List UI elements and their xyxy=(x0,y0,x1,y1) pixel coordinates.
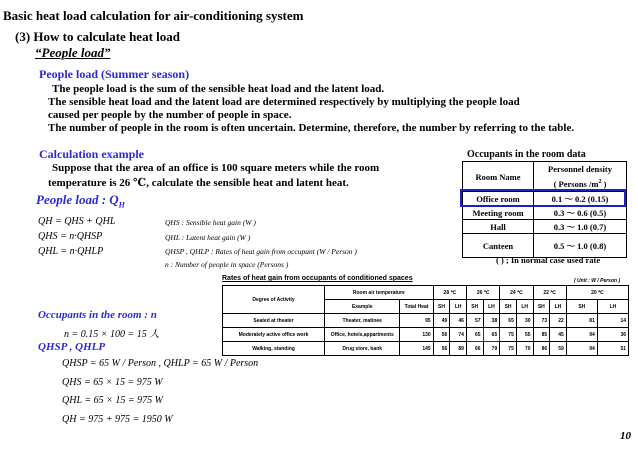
occupancy-row xyxy=(463,234,627,258)
heat-total: 145 xyxy=(400,342,433,356)
heat-value: 65 xyxy=(500,314,517,328)
occupants-label: Occupants in the room : n xyxy=(38,309,157,321)
definition-rates: QHSP , QHLP : Rates of heat gain from occupant (W / Person ) xyxy=(165,247,357,256)
heat-gain-table xyxy=(222,285,629,356)
rate-label: QHSP , QHLP xyxy=(38,341,106,353)
people-load-line-3: caused per people by the number of people in space. xyxy=(48,109,292,121)
heat-value: 70 xyxy=(516,342,533,356)
heat-value: 46 xyxy=(450,314,467,328)
occupancy-room: Office room xyxy=(463,192,534,206)
occupancy-density-unit xyxy=(534,179,626,189)
heat-value: 59 xyxy=(550,342,567,356)
heat-col-temp: 26 ℃ xyxy=(466,286,499,300)
occupancy-col-room: Room Name xyxy=(463,162,534,192)
heat-col-sh: SH xyxy=(566,300,597,314)
heat-value: 56 xyxy=(433,328,450,342)
heat-value: 74 xyxy=(450,328,467,342)
occupancy-header-row xyxy=(463,162,627,192)
heat-col-lh: LH xyxy=(483,300,500,314)
heat-activity: Walking, standing xyxy=(223,342,325,356)
heat-value: 65 xyxy=(483,328,500,342)
heat-value: 66 xyxy=(466,342,483,356)
heat-col-example: Example xyxy=(325,300,400,314)
heat-activity: Seated at theater xyxy=(223,314,325,328)
heat-value: 81 xyxy=(566,314,597,328)
equation-qhs-result: QHS = 65 × 15 = 975 W xyxy=(62,377,163,388)
occupancy-col-density xyxy=(534,162,627,192)
heat-col-lh: LH xyxy=(550,300,567,314)
occupancy-room: Canteen xyxy=(463,234,534,258)
heat-total: 95 xyxy=(400,314,433,328)
heat-value: 85 xyxy=(533,328,550,342)
office-room-highlight xyxy=(460,189,626,207)
heat-value: 22 xyxy=(550,314,567,328)
occupancy-density: 0.3 ～ 0.6 (0.5) xyxy=(534,206,627,220)
heat-col-temp: 28 ℃ xyxy=(433,286,466,300)
people-load-formula-text: People load : Q xyxy=(36,192,119,207)
occupancy-density-label: Personnel density xyxy=(548,164,612,174)
heat-value: 89 xyxy=(450,342,467,356)
heat-value: 38 xyxy=(483,314,500,328)
heat-value: 75 xyxy=(500,342,517,356)
equation-qh: QH = QHS + QHL xyxy=(38,216,116,227)
page-number: 10 xyxy=(620,430,631,442)
occupancy-room: Hall xyxy=(463,220,534,234)
equation-qh-result: QH = 975 + 975 = 1950 W xyxy=(62,414,173,425)
occupancy-density: 0.3 ～ 1.0 (0.7) xyxy=(534,220,627,234)
heat-activity: Moderately active office work xyxy=(223,328,325,342)
heat-value: 14 xyxy=(597,314,628,328)
heat-col-sh: SH xyxy=(500,300,517,314)
equation-n: n = 0.15 × 100 = 15 人 xyxy=(64,329,160,340)
occupancy-density: 0.5 ～ 1.0 (0.8) xyxy=(534,234,627,258)
page-title: Basic heat load calculation for air-conditioning system xyxy=(3,8,304,23)
heat-row xyxy=(223,314,629,328)
calc-line-2: temperature is 26 ℃, calculate the sensible heat and latent heat. xyxy=(48,177,349,189)
occupancy-unit-text: ( Persons /m xyxy=(553,179,599,189)
heat-row xyxy=(223,342,629,356)
people-load-formula-sub: H xyxy=(118,200,125,210)
people-load-formula-label xyxy=(36,192,125,210)
heat-example: Office, hotels,appartments xyxy=(325,328,400,342)
heat-value: 94 xyxy=(566,328,597,342)
heat-value: 75 xyxy=(500,328,517,342)
equation-qhs: QHS = n·QHSP xyxy=(38,231,103,242)
heat-col-temp: 20 ℃ xyxy=(566,286,628,300)
occupancy-row xyxy=(463,220,627,234)
heat-value: 57 xyxy=(466,314,483,328)
occupancy-row xyxy=(463,206,627,220)
heat-table-title: Rates of heat gain from occupants of conditioned spaces xyxy=(222,275,413,282)
occupancy-note: ( ) ; In normal case used rate xyxy=(496,255,601,265)
heat-col-total: Total Heat xyxy=(400,300,433,314)
occupancy-unit-sup: 2 xyxy=(598,179,602,186)
heat-value: 45 xyxy=(550,328,567,342)
heat-example: Theater, matinee xyxy=(325,314,400,328)
heat-value: 94 xyxy=(566,342,597,356)
people-load-line-1: The people load is the sum of the sensible heat load and the latent load. xyxy=(52,83,385,95)
heat-value: 86 xyxy=(533,342,550,356)
definition-n: n : Number of people in space (Persons ) xyxy=(165,260,289,269)
occupancy-unit-close: ) xyxy=(601,179,607,189)
occupancy-room: Meeting room xyxy=(463,206,534,220)
heat-value: 36 xyxy=(597,328,628,342)
heat-col-room-temp: Room air temperature xyxy=(325,286,434,300)
people-load-line-2: The sensible heat load and the latent load are determined respectively by multiplying the people load xyxy=(48,96,520,108)
heat-col-lh: LH xyxy=(516,300,533,314)
heat-value: 73 xyxy=(533,314,550,328)
heat-value: 65 xyxy=(466,328,483,342)
heat-value: 49 xyxy=(433,314,450,328)
subsection-heading: “People load” xyxy=(35,45,111,60)
people-load-heading: People load (Summer season) xyxy=(39,67,190,81)
heat-total: 130 xyxy=(400,328,433,342)
heat-col-lh: LH xyxy=(450,300,467,314)
heat-col-degree: Degree of Activity xyxy=(223,286,325,314)
heat-col-lh: LH xyxy=(597,300,628,314)
heat-example: Drug store, bank xyxy=(325,342,400,356)
equation-qhl-result: QHL = 65 × 15 = 975 W xyxy=(62,395,163,406)
heat-table-unit: ( Unit : W / Person ) xyxy=(574,278,621,284)
heat-value: 51 xyxy=(597,342,628,356)
equation-qhl: QHL = n·QHLP xyxy=(38,246,104,257)
heat-col-sh: SH xyxy=(433,300,450,314)
heat-col-temp: 24 ℃ xyxy=(500,286,533,300)
calc-line-1: Suppose that the area of an office is 100 square meters while the room xyxy=(52,162,380,174)
heat-value: 55 xyxy=(516,328,533,342)
heat-col-temp: 22 ℃ xyxy=(533,286,566,300)
heat-col-sh: SH xyxy=(466,300,483,314)
heat-value: 30 xyxy=(516,314,533,328)
heat-header-row-1 xyxy=(223,286,629,300)
definition-qhs: QHS : Sensible heat gain (W ) xyxy=(165,218,256,227)
occupancy-table-title: Occupants in the room data xyxy=(467,149,586,160)
equation-rates: QHSP = 65 W / Person , QHLP = 65 W / Person xyxy=(62,358,259,369)
people-load-line-4: The number of people in the room is often uncertain. Determine, therefore, the number by referring to the table. xyxy=(48,122,575,134)
occupancy-table xyxy=(462,161,627,258)
heat-row xyxy=(223,328,629,342)
heat-col-sh: SH xyxy=(533,300,550,314)
heat-value: 56 xyxy=(433,342,450,356)
section-heading: (3) How to calculate heat load xyxy=(15,29,181,44)
definition-qhl: QHL : Latent heat gain (W ) xyxy=(165,233,251,242)
calculation-heading: Calculation example xyxy=(39,147,144,161)
occupancy-density: 0.1 ～ 0.2 (0.15) xyxy=(534,192,627,206)
heat-value: 79 xyxy=(483,342,500,356)
